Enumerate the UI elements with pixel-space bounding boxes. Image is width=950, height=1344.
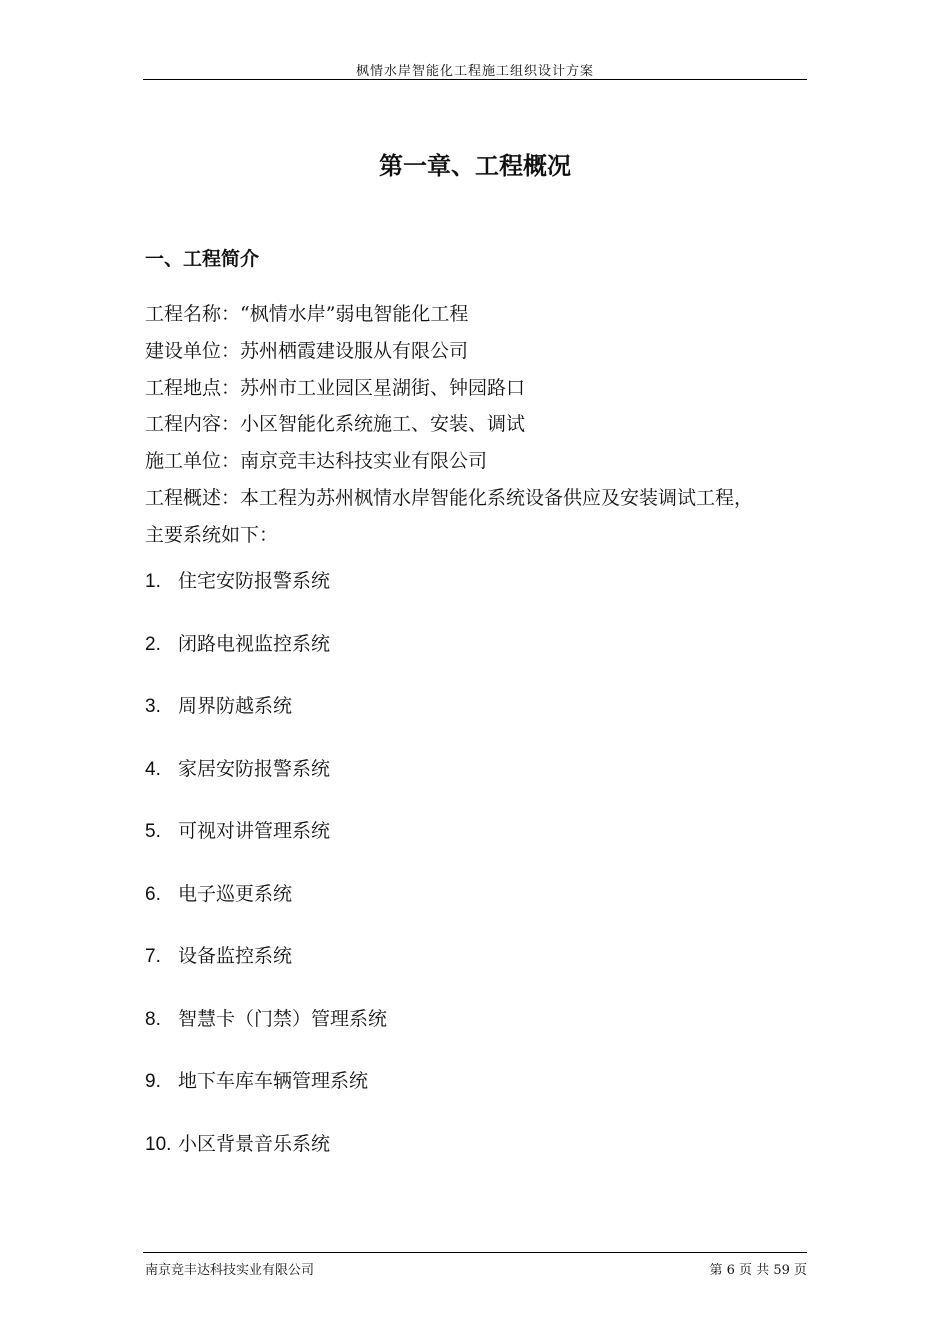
- list-item-label: 周界防越系统: [178, 695, 293, 717]
- footer-company: 南京竞丰达科技实业有限公司: [145, 1263, 315, 1278]
- list-item-number: 4.: [145, 758, 161, 780]
- chapter-title: 第一章、工程概况: [379, 152, 571, 180]
- list-item-label: 家居安防报警系统: [178, 757, 331, 780]
- list-item: [145, 566, 387, 629]
- project-info: [145, 296, 810, 554]
- footer-page-number: 第 6 页 共 59 页: [709, 1263, 807, 1278]
- list-item-label: 可视对讲管理系统: [178, 820, 331, 842]
- list-item-label: 住宅安防报警系统: [178, 570, 331, 592]
- list-item-number: 9.: [145, 1071, 161, 1092]
- header-divider: [143, 79, 807, 80]
- list-item: [145, 879, 387, 942]
- list-item-number: 1.: [145, 571, 161, 592]
- list-item-number: 5.: [145, 821, 161, 842]
- info-line-contractor: 施工单位：南京竞丰达科技实业有限公司: [145, 450, 488, 473]
- list-item: [145, 941, 387, 1004]
- list-item-number: 10.: [145, 1133, 172, 1155]
- list-item: [145, 629, 387, 692]
- list-item-label: 小区背景音乐系统: [178, 1132, 331, 1155]
- system-list: [145, 566, 387, 1191]
- list-item-number: 2.: [145, 633, 161, 655]
- list-item: [145, 1129, 387, 1192]
- info-line-owner: 建设单位：苏州栖霞建设服从有限公司: [145, 339, 469, 362]
- list-item-number: 7.: [145, 946, 161, 967]
- list-item-label: 设备监控系统: [178, 945, 293, 967]
- list-item-label: 智慧卡（门禁）管理系统: [178, 1007, 388, 1030]
- list-item-number: 6.: [145, 883, 161, 905]
- list-item-number: 8.: [145, 1008, 161, 1030]
- info-line-overview-cont: 主要系统如下：: [145, 523, 279, 546]
- running-header: 枫情水岸智能化工程施工组织设计方案: [355, 64, 594, 79]
- info-line-name: 工程名称：“枫情水岸”弱电智能化工程: [145, 303, 469, 325]
- list-item-label: 电子巡更系统: [178, 882, 293, 905]
- info-line-content: 工程内容：小区智能化系统施工、安装、调试: [145, 413, 526, 436]
- list-item-number: 3.: [145, 696, 161, 717]
- list-item: [145, 691, 387, 754]
- info-line-overview: 工程概述：本工程为苏州枫情水岸智能化系统设备供应及安装调试工程，: [145, 486, 754, 509]
- info-line-location: 工程地点：苏州市工业园区星湖街、钟园路口: [145, 376, 526, 399]
- section-heading: 一、工程简介: [145, 248, 260, 270]
- list-item: [145, 816, 387, 879]
- list-item: [145, 1004, 387, 1067]
- footer-divider: [143, 1252, 807, 1253]
- list-item-label: 闭路电视监控系统: [178, 632, 331, 655]
- list-item-label: 地下车库车辆管理系统: [178, 1070, 369, 1092]
- list-item: [145, 1066, 387, 1129]
- list-item: [145, 754, 387, 817]
